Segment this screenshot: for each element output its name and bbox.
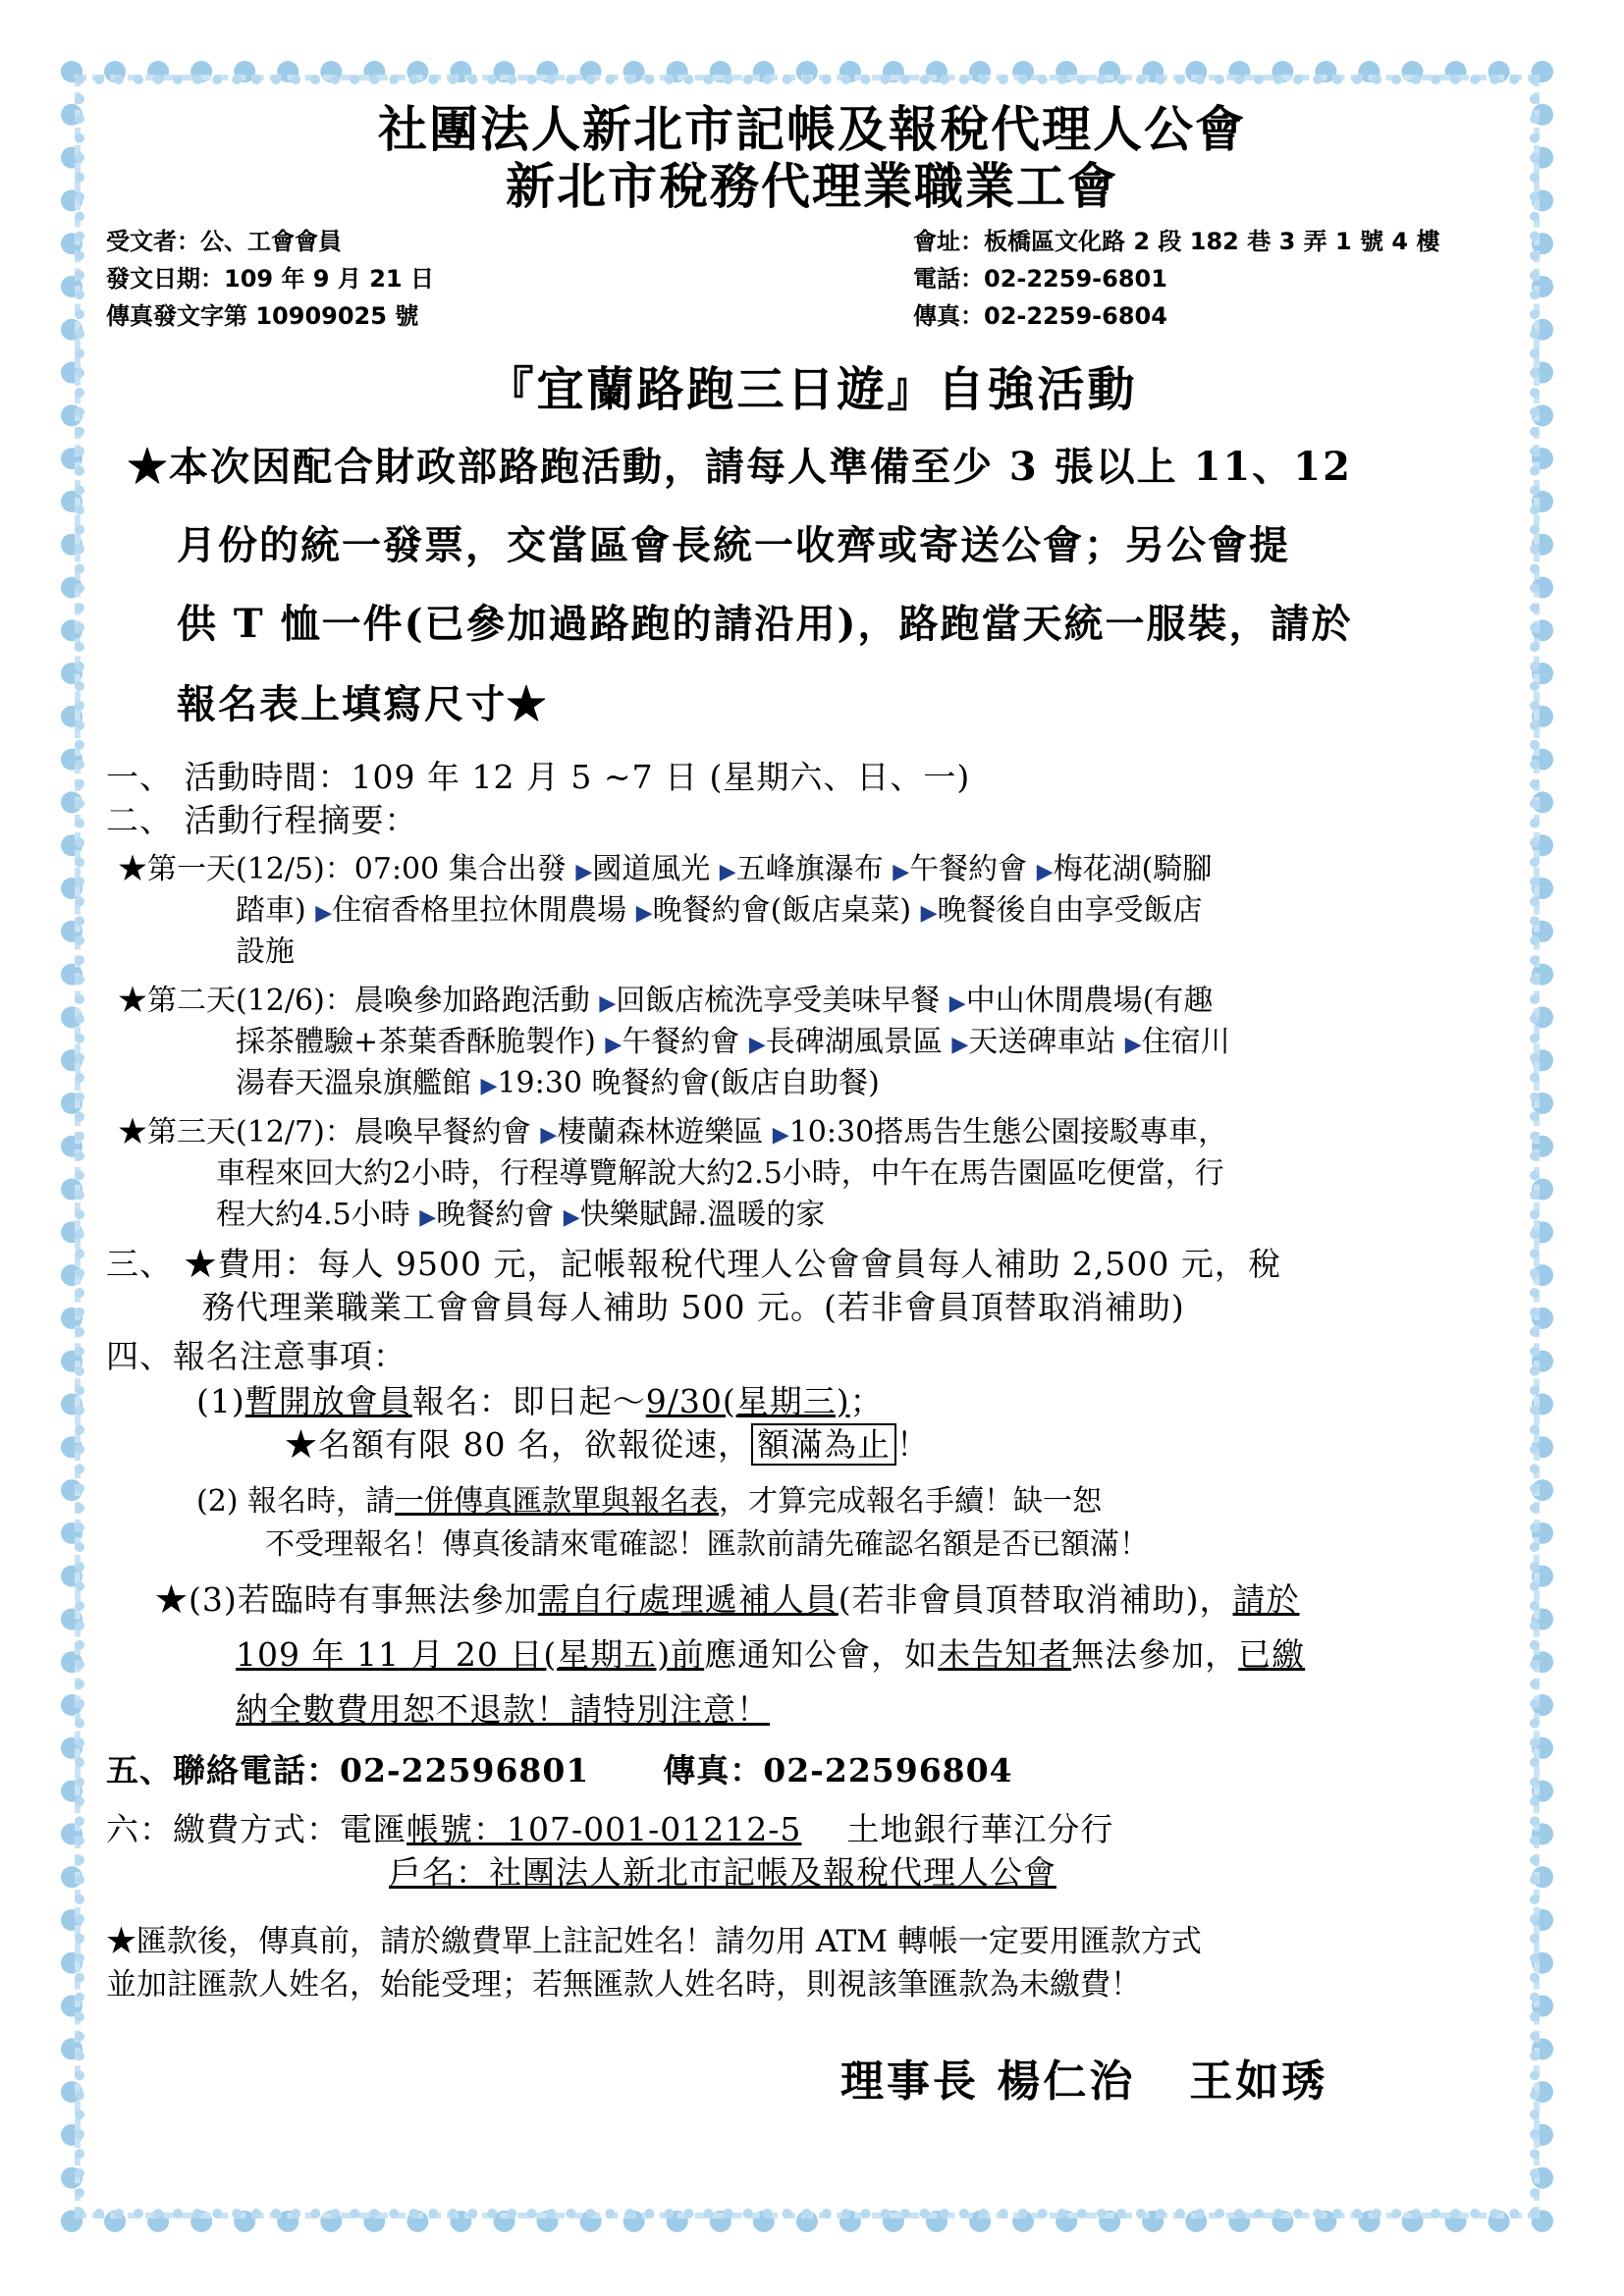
pay-text: 六：繳費方式：電匯 — [106, 1810, 406, 1848]
reg-text: 已繳 — [1238, 1635, 1306, 1674]
day1-line2 — [236, 885, 1203, 929]
reg-text: 一併傳真匯款單與報名表 — [395, 1484, 720, 1519]
address: 會址：板橋區文化路 2 段 182 巷 3 弄 1 號 4 樓 — [913, 228, 1440, 255]
day3-text: 快樂賦歸.溫暖的家 — [579, 1198, 826, 1232]
day2-text: 19:30 晚餐約會(飯店自助餐) — [497, 1066, 880, 1100]
signature: 理事長 楊仁治 王如琇 — [840, 2056, 1328, 2107]
day3-line1 — [118, 1107, 1227, 1150]
day1-text: 晚餐約會(飯店桌菜) — [652, 893, 912, 928]
day1-text: 國道風光 — [592, 852, 711, 886]
arrow-icon: ▶ — [920, 901, 938, 926]
day2-text: 回飯店梳洗享受美味早餐 — [616, 984, 941, 1018]
registration-item-2-cont: 不受理報名！傳真後請來電確認！匯款前請先確認名額是否已額滿！ — [265, 1527, 1149, 1562]
notice-line: ★本次因配合財政部路跑活動，請每人準備至少 3 張以上 11、12 — [128, 444, 1352, 490]
day1-line3: 設施 — [236, 934, 295, 969]
reg-text: 109 年 11 月 20 日(星期五)前 — [236, 1635, 705, 1674]
reg-text: (若非會員頂替取消補助)， — [838, 1580, 1233, 1619]
reg-text: 需自行處理遞補人員 — [537, 1580, 839, 1619]
day2-line2 — [236, 1017, 1230, 1060]
org-title-1: 社團法人新北市記帳及報稅代理人公會 — [378, 100, 1246, 158]
account-name — [389, 1847, 1056, 1894]
day1-text: ★第一天(12/5)：07:00 集合出發 — [118, 852, 567, 886]
day3-line2: 車程來回大約2小時，行程導覽解說大約2.5小時，中午在馬告園區吃便當，行 — [216, 1156, 1224, 1191]
reg-boxed-text: 額滿為止 — [751, 1423, 896, 1466]
day1-text: 梅花湖(騎腳 — [1053, 852, 1213, 886]
day3-text: 10:30搭馬告生態公園接駁專車， — [788, 1115, 1228, 1149]
registration-item-1-limit — [285, 1419, 930, 1466]
day1-text: 午餐約會 — [909, 852, 1028, 886]
reg-text: 報名：即日起～ — [411, 1382, 646, 1420]
remit-notice-2: 並加註匯款人姓名，始能受理；若無匯款人姓名時，則視該筆匯款為未繳費！ — [106, 1967, 1141, 2002]
day2-text: 中山休閒農場(有趣 — [965, 984, 1214, 1018]
reg-text: 未告知者 — [938, 1635, 1072, 1674]
day2-text: 午餐約會 — [622, 1025, 740, 1059]
arrow-icon: ▶ — [772, 1123, 789, 1148]
registration-item-1 — [196, 1376, 884, 1422]
registration-item-3-cont — [236, 1629, 1305, 1676]
day2-text: ★第二天(12/6)：晨喚參加路跑活動 — [118, 984, 590, 1018]
arrow-icon: ▶ — [719, 860, 736, 884]
arrow-icon: ▶ — [315, 901, 333, 926]
reg-text: ★(3)若臨時有事無法參加 — [155, 1580, 538, 1619]
reg-text: ！ — [895, 1425, 930, 1464]
issue-date: 發文日期：109 年 9 月 21 日 — [106, 265, 434, 293]
reg-text: 請於 — [1232, 1580, 1300, 1619]
day2-text: 湯春天溫泉旗艦館 — [236, 1066, 471, 1100]
remit-notice-1: ★匯款後，傳真前，請於繳費單上註記姓名！請勿用 ATM 轉帳一定要用匯款方式 — [106, 1924, 1202, 1959]
day1-text: 晚餐後自由享受飯店 — [937, 893, 1203, 928]
reg-text: ，才算完成報名手續！缺一恕 — [719, 1484, 1103, 1519]
day1-text: 住宿香格里拉休閒農場 — [332, 893, 627, 928]
arrow-icon: ▶ — [1036, 860, 1054, 884]
day1-text: 踏車) — [236, 893, 306, 928]
arrow-icon: ▶ — [1124, 1033, 1142, 1057]
arrow-icon: ▶ — [575, 860, 593, 884]
section-itinerary-heading: 二、 活動行程摘要： — [106, 801, 418, 839]
section-fee: 三、 ★費用：每人 9500 元，記帳報稅代理人公會會員每人補助 2,500 元，稅 — [106, 1245, 1281, 1283]
arrow-icon: ▶ — [480, 1074, 498, 1098]
bank-account: 帳號：107-001-01212-5 — [406, 1810, 802, 1848]
arrow-icon: ▶ — [893, 860, 910, 884]
arrow-icon: ▶ — [605, 1033, 623, 1057]
section-payment — [106, 1804, 1113, 1850]
fax: 傳真：02-2259-6804 — [913, 302, 1167, 330]
notice-line: 報名表上填寫尺寸★ — [177, 681, 548, 727]
reg-text: 無法參加， — [1071, 1635, 1239, 1674]
reg-text: 納全數費用恕不退款！請特別注意！ — [236, 1690, 770, 1729]
day2-text: 採茶體驗+茶葉香酥脆製作) — [236, 1025, 596, 1059]
phone: 電話：02-2259-6801 — [913, 265, 1167, 293]
reg-text: 暫開放會員 — [244, 1382, 412, 1420]
day3-line3 — [216, 1190, 825, 1233]
notice-line: 供 T 恤一件(已參加過路跑的請沿用)，路跑當天統一服裝，請於 — [177, 601, 1353, 647]
recipient: 受文者：公、工會會員 — [106, 228, 342, 255]
reg-text: ； — [849, 1382, 884, 1420]
arrow-icon: ▶ — [951, 1033, 969, 1057]
day3-text: ★第三天(12/7)：晨喚早餐約會 — [118, 1115, 531, 1149]
reg-text: (1) — [196, 1382, 245, 1420]
registration-item-2 — [196, 1476, 1102, 1520]
section-registration-heading: 四、報名注意事項： — [106, 1337, 406, 1375]
day2-line1 — [118, 976, 1213, 1019]
arrow-icon: ▶ — [563, 1205, 580, 1230]
bank-branch: 土地銀行華江分行 — [846, 1810, 1114, 1848]
day2-text: 長碑湖風景區 — [765, 1025, 943, 1059]
arrow-icon: ▶ — [948, 991, 966, 1016]
arrow-icon: ▶ — [599, 991, 617, 1016]
day3-text: 程大約4.5小時 — [216, 1198, 410, 1232]
notice-line: 月份的統一發票，交當區會長統一收齊或寄送公會；另公會提 — [177, 522, 1290, 568]
reg-text: 應通知公會，如 — [704, 1635, 939, 1674]
arrow-icon: ▶ — [748, 1033, 766, 1057]
reg-text: (2) 報名時，請 — [196, 1484, 396, 1519]
day2-text: 住宿川 — [1141, 1025, 1230, 1059]
arrow-icon: ▶ — [419, 1205, 437, 1230]
day1-text: 五峰旗瀑布 — [735, 852, 884, 886]
reg-text: 9/30(星期三) — [645, 1382, 850, 1420]
arrow-icon: ▶ — [540, 1123, 558, 1148]
registration-item-3-end — [236, 1684, 770, 1731]
org-title-2: 新北市稅務代理業職業工會 — [506, 157, 1118, 215]
day2-text: 天送碑車站 — [968, 1025, 1116, 1059]
day3-text: 晚餐約會 — [436, 1198, 555, 1232]
pay-text: 戶名：社團法人新北市記帳及報稅代理人公會 — [389, 1853, 1056, 1892]
registration-item-3 — [155, 1575, 1300, 1621]
page-title: 『宜蘭路跑三日遊』自強活動 — [486, 362, 1138, 417]
section-fee-cont: 務代理業職業工會會員每人補助 500 元。(若非會員頂替取消補助) — [202, 1288, 1185, 1326]
document-number: 傳真發文字第 10909025 號 — [106, 302, 419, 330]
reg-text: ★名額有限 80 名，欲報從速， — [285, 1425, 751, 1464]
day3-text: 棲蘭森林遊樂區 — [557, 1115, 764, 1149]
section-contact: 五、聯絡電話：02-22596801 傳真：02-22596804 — [106, 1751, 1013, 1789]
day1-line1 — [118, 844, 1212, 887]
day2-line3 — [236, 1058, 880, 1101]
arrow-icon: ▶ — [635, 901, 653, 926]
section-activity-time: 一、 活動時間：109 年 12 月 5 ~7 日 (星期六、日、一) — [106, 758, 971, 796]
